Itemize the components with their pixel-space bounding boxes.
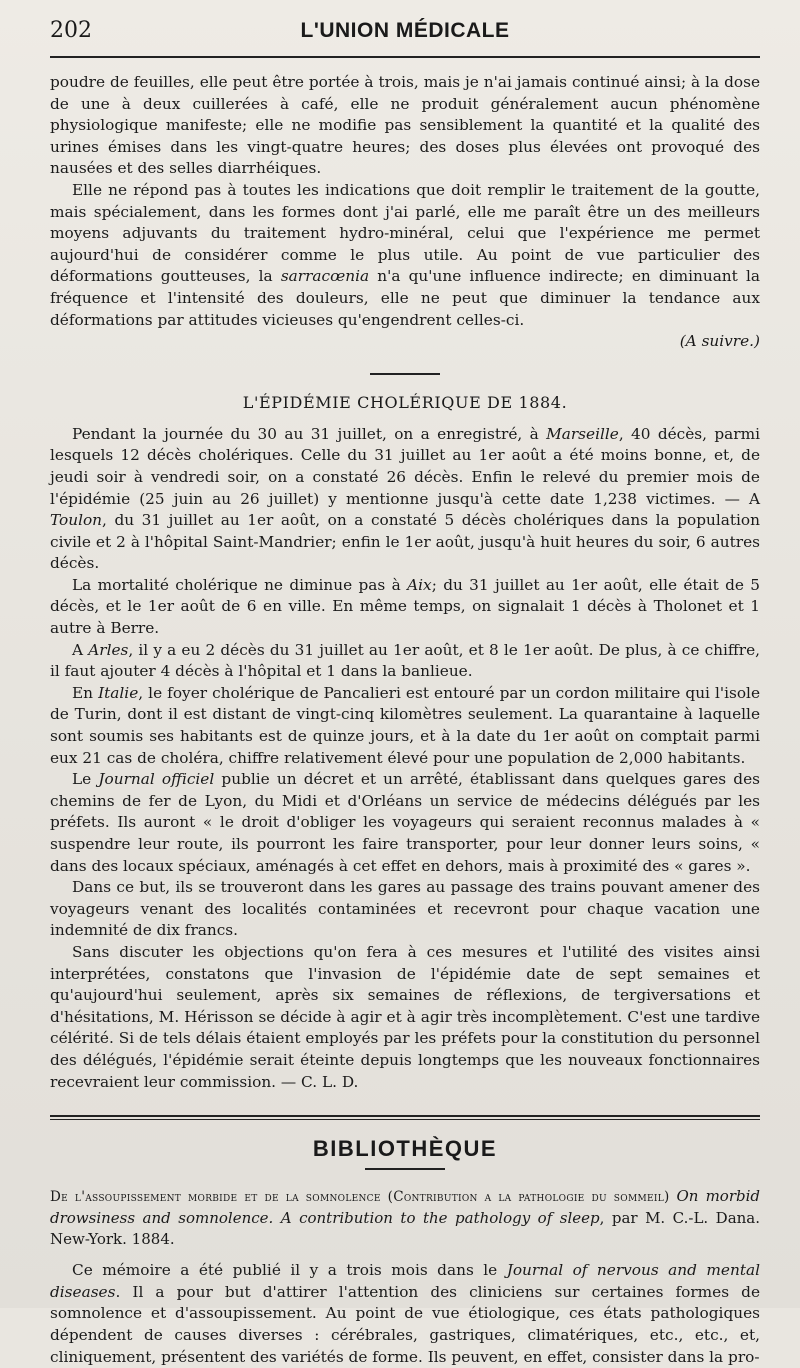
cholera-paragraph-4: En Italie, le foyer cholérique de Pancalieri est entouré par un cordon militaire qui l'isole de Turin, dont il est distant de vingt-cinq kilomètres seulement. La quarantaine à laquelle sont soumis ses habitants est de quinze jours, et à la date du 1er août on comptait parmi eux 21 cas de choléra, chiffre relativement élevé pour une population de 2,000 habitants. (50, 683, 760, 767)
cholera-paragraph-5: Le Journal officiel publie un décret et un arrêté, établissant dans quelques gares des chemins de fer de Lyon, du Midi et d'Orléans un service de médecins délégués par les préfets. Ils auront « le droit d'obliger les voyageurs qui seraient reconnus malades à « suspendre leur route, ils pourront les faire transporter, pour leur donner leurs soins, « dans des locaux spéciaux, aménagés à cet effet en dehors, mais à proximité des « gares ». (50, 770, 760, 875)
bibliographic-reference: De l'assoupissement morbide et de la somnolence (Contribution a la pathologie du sommeil) On morbid drowsiness and somnolence. A contribution to the pathology of sleep, par M. C.-L. Dana. New-York. 1884. (50, 1187, 761, 1249)
bibliotheque-title: BIBLIOTHÈQUE (312, 1136, 498, 1162)
to-be-continued: (A suivre.) (679, 332, 760, 351)
cholera-paragraph-6: Dans ce but, ils se trouveront dans les gares au passage des trains pouvant amener des voyageurs venant des localités contaminées et recevront pour chaque vacation une indemnité de dix francs. (50, 878, 760, 940)
cholera-paragraph-3: A Arles, il y a eu 2 décès du 31 juillet au 1er août, et 8 le 1er août. De plus, à ce chiffre, il faut ajouter 4 décès à l'hôpital et 1 dans la banlieue. (50, 640, 760, 681)
page-number: 202 (50, 18, 92, 43)
continued-paragraph: poudre de feuilles, elle peut être portée à trois, mais je n'ai jamais continué ainsi; à la dose de une à deux cuillerées à café, elle ne produit généralement aucun phénomène physiologique manifeste; elle ne modifie pas sensiblement la quantité et la qualité des urines émises dans les vingt-quatre heures; des doses plus élevées ont provoqué des nausées et des selles diarrhéiques. (50, 73, 760, 178)
review-paragraph: Ce mémoire a été publié il y a trois mois dans le Journal of nervous and mental diseases. Il a pour but d'attirer l'attention des cliniciens sur certaines formes de somnolence et d'assoupissement. Au point de vue étiologique, ces états pathologiques dépendent de causes diverses : cérébrales, gastriques, climatériques, etc., etc., et, cliniquement, présentent des variétés de forme. Ils peuvent, en effet, consister dans la pro- (50, 1261, 760, 1366)
bibliotheque-divider (50, 1115, 760, 1120)
cholera-paragraph-2: La mortalité cholérique ne diminue pas à Aix; du 31 juillet au 1er août, elle était de 5 décès, et le 1er août de 6 en ville. En même temps, on signalait 1 décès à Tholonet et 1 autre à Berre. (50, 575, 760, 638)
cholera-paragraph-7: Sans discuter les objections qu'on fera à ces mesures et l'utilité des visites ainsi interprétées, constatons que l'invasion de l'épidémie date de sept semaines et qu'aujourd'hui seulement, après six semaines de réflexions, de tergiversations et d'hésitations, M. Hérisson se décide à agir et à agir très incomplètement. C'est une tardive célérité. Si de tels délais étaient employés par les préfets pour la constitution du personnel des délégués, l'épidémie serait éteinte depuis longtemps que les nouveaux fonctionnaires recevraient leur commission. — C. L. D. (50, 942, 760, 1091)
section-divider (370, 373, 440, 375)
cholera-paragraph-1: Pendant la journée du 30 au 31 juillet, on a enregistré, à Marseille, 40 décès, parmi lesquels 12 décès cholériques. Celle du 31 juillet au 1er août a été moins bonne, et, de jeudi soir à vendredi soir, on a constaté 26 décès. Enfin le relevé du premier mois de l'épidémie (25 juin au 26 juillet) y mentionne jusqu'à cette date 1,238 victimes. — A Toulon, du 31 juillet au 1er août, on a constaté 5 décès cholériques dans la population civile et 2 à l'hôpital Saint-Mandrier; enfin le 1er août, jusqu'à huit heures du soir, 6 autres décès. (50, 424, 760, 573)
running-title: L'UNION MÉDICALE (300, 19, 510, 42)
gout-paragraph: Elle ne répond pas à toutes les indications que doit remplir le traitement de la goutte, mais spécialement, dans les formes dont j'ai parlé, elle me paraît être un des meilleurs moyens adjuvants du traitement hydro-minéral, celui que l'expérience me permet aujourd'hui de considérer comme le plus utile. Au point de vue particulier des déformations goutteuses, la sarracœnia n'a qu'une influence indirecte; en diminuant la fréquence et l'intensité des douleurs, elle ne peut que diminuer la tendance aux déformations par attitudes vicieuses qu'engendrent celles-ci. (50, 180, 760, 329)
header-rule (50, 56, 760, 58)
page-header (50, 18, 760, 54)
bibliotheque-title-rule (365, 1168, 445, 1170)
cholera-section-title: L'ÉPIDÉMIE CHOLÉRIQUE DE 1884. (242, 392, 568, 412)
